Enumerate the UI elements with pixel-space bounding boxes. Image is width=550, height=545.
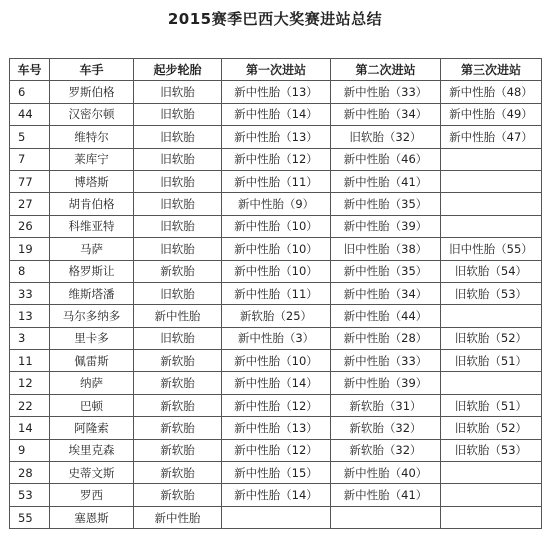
- third-stop-cell: [441, 193, 542, 215]
- second-stop-cell: 新中性胎（46）: [331, 148, 441, 170]
- first-stop-cell: 新中性胎（13）: [222, 417, 331, 439]
- driver-cell: 博塔斯: [50, 170, 134, 192]
- first-stop-cell: 新中性胎（14）: [222, 103, 331, 125]
- table-row: [10, 305, 542, 327]
- car-number-cell: 28: [10, 462, 50, 484]
- second-stop-cell: 新中性胎（39）: [331, 372, 441, 394]
- starting-tyre-cell: 旧软胎: [134, 126, 222, 148]
- car-number-cell: 6: [10, 81, 50, 103]
- first-stop-cell: 新中性胎（13）: [222, 126, 331, 148]
- table-row: [10, 417, 542, 439]
- starting-tyre-cell: 新软胎: [134, 260, 222, 282]
- second-stop-cell: 新中性胎（34）: [331, 103, 441, 125]
- car-number-cell: 53: [10, 484, 50, 506]
- starting-tyre-cell: 新软胎: [134, 462, 222, 484]
- starting-tyre-cell: 新软胎: [134, 439, 222, 461]
- starting-tyre-cell: 新软胎: [134, 372, 222, 394]
- first-stop-cell: 新软胎（25）: [222, 305, 331, 327]
- first-stop-cell: 新中性胎（9）: [222, 193, 331, 215]
- first-stop-cell: 新中性胎（10）: [222, 260, 331, 282]
- second-stop-cell: 新中性胎（41）: [331, 170, 441, 192]
- third-stop-cell: [441, 305, 542, 327]
- third-stop-cell: 旧软胎（51）: [441, 350, 542, 372]
- table-row: [10, 103, 542, 125]
- second-stop-cell: 新软胎（31）: [331, 394, 441, 416]
- header-car-number: 车号: [10, 59, 50, 81]
- driver-cell: 里卡多: [50, 327, 134, 349]
- third-stop-cell: 旧中性胎（55）: [441, 238, 542, 260]
- table-row: [10, 81, 542, 103]
- third-stop-cell: 旧软胎（53）: [441, 439, 542, 461]
- driver-cell: 科维亚特: [50, 215, 134, 237]
- second-stop-cell: 新软胎（32）: [331, 439, 441, 461]
- driver-cell: 莱库宁: [50, 148, 134, 170]
- starting-tyre-cell: 旧软胎: [134, 238, 222, 260]
- header-starting-tyre: 起步轮胎: [134, 59, 222, 81]
- third-stop-cell: 旧软胎（52）: [441, 417, 542, 439]
- first-stop-cell: 新中性胎（10）: [222, 350, 331, 372]
- driver-cell: 阿隆索: [50, 417, 134, 439]
- car-number-cell: 22: [10, 394, 50, 416]
- driver-cell: 汉密尔顿: [50, 103, 134, 125]
- driver-cell: 史蒂文斯: [50, 462, 134, 484]
- car-number-cell: 27: [10, 193, 50, 215]
- first-stop-cell: 新中性胎（12）: [222, 394, 331, 416]
- third-stop-cell: [441, 148, 542, 170]
- car-number-cell: 44: [10, 103, 50, 125]
- header-second-stop: 第二次进站: [331, 59, 441, 81]
- first-stop-cell: 新中性胎（10）: [222, 238, 331, 260]
- starting-tyre-cell: 旧软胎: [134, 282, 222, 304]
- second-stop-cell: 新中性胎（33）: [331, 350, 441, 372]
- first-stop-cell: 新中性胎（14）: [222, 372, 331, 394]
- first-stop-cell: 新中性胎（10）: [222, 215, 331, 237]
- first-stop-cell: 新中性胎（3）: [222, 327, 331, 349]
- table-row: [10, 372, 542, 394]
- first-stop-cell: 新中性胎（12）: [222, 439, 331, 461]
- driver-cell: 马萨: [50, 238, 134, 260]
- third-stop-cell: [441, 506, 542, 528]
- table-row: [10, 215, 542, 237]
- table-row: [10, 350, 542, 372]
- table-row: [10, 439, 542, 461]
- driver-cell: 纳萨: [50, 372, 134, 394]
- table-row: [10, 394, 542, 416]
- first-stop-cell: 新中性胎（15）: [222, 462, 331, 484]
- second-stop-cell: 旧软胎（32）: [331, 126, 441, 148]
- starting-tyre-cell: 旧软胎: [134, 103, 222, 125]
- table-row: [10, 170, 542, 192]
- first-stop-cell: [222, 506, 331, 528]
- second-stop-cell: 新中性胎（35）: [331, 193, 441, 215]
- starting-tyre-cell: 旧软胎: [134, 327, 222, 349]
- driver-cell: 罗斯伯格: [50, 81, 134, 103]
- car-number-cell: 12: [10, 372, 50, 394]
- starting-tyre-cell: 新软胎: [134, 394, 222, 416]
- second-stop-cell: 新中性胎（44）: [331, 305, 441, 327]
- table-row: [10, 148, 542, 170]
- third-stop-cell: [441, 170, 542, 192]
- first-stop-cell: 新中性胎（14）: [222, 484, 331, 506]
- driver-cell: 埃里克森: [50, 439, 134, 461]
- third-stop-cell: 旧软胎（54）: [441, 260, 542, 282]
- first-stop-cell: 新中性胎（11）: [222, 170, 331, 192]
- starting-tyre-cell: 新软胎: [134, 350, 222, 372]
- second-stop-cell: 新中性胎（39）: [331, 215, 441, 237]
- table-row: [10, 484, 542, 506]
- starting-tyre-cell: 旧软胎: [134, 215, 222, 237]
- starting-tyre-cell: 新中性胎: [134, 506, 222, 528]
- car-number-cell: 33: [10, 282, 50, 304]
- second-stop-cell: 新中性胎（41）: [331, 484, 441, 506]
- car-number-cell: 26: [10, 215, 50, 237]
- car-number-cell: 13: [10, 305, 50, 327]
- table-row: [10, 238, 542, 260]
- second-stop-cell: 新中性胎（40）: [331, 462, 441, 484]
- car-number-cell: 14: [10, 417, 50, 439]
- driver-cell: 巴顿: [50, 394, 134, 416]
- car-number-cell: 77: [10, 170, 50, 192]
- starting-tyre-cell: 旧软胎: [134, 81, 222, 103]
- starting-tyre-cell: 旧软胎: [134, 193, 222, 215]
- table-row: [10, 327, 542, 349]
- header-first-stop: 第一次进站: [222, 59, 331, 81]
- pit-stop-table: [9, 58, 542, 529]
- car-number-cell: 5: [10, 126, 50, 148]
- car-number-cell: 9: [10, 439, 50, 461]
- first-stop-cell: 新中性胎（13）: [222, 81, 331, 103]
- driver-cell: 罗西: [50, 484, 134, 506]
- second-stop-cell: 新中性胎（34）: [331, 282, 441, 304]
- third-stop-cell: [441, 215, 542, 237]
- second-stop-cell: 新中性胎（33）: [331, 81, 441, 103]
- second-stop-cell: [331, 506, 441, 528]
- car-number-cell: 8: [10, 260, 50, 282]
- car-number-cell: 11: [10, 350, 50, 372]
- header-third-stop: 第三次进站: [441, 59, 542, 81]
- third-stop-cell: 旧软胎（52）: [441, 327, 542, 349]
- car-number-cell: 19: [10, 238, 50, 260]
- first-stop-cell: 新中性胎（11）: [222, 282, 331, 304]
- starting-tyre-cell: 新软胎: [134, 417, 222, 439]
- page-title: 2015赛季巴西大奖赛进站总结: [167, 10, 383, 28]
- car-number-cell: 7: [10, 148, 50, 170]
- table-row: [10, 462, 542, 484]
- driver-cell: 马尔多纳多: [50, 305, 134, 327]
- table-header-row: [10, 59, 542, 81]
- table-row: [10, 193, 542, 215]
- third-stop-cell: 新中性胎（49）: [441, 103, 542, 125]
- driver-cell: 维特尔: [50, 126, 134, 148]
- third-stop-cell: [441, 462, 542, 484]
- driver-cell: 格罗斯让: [50, 260, 134, 282]
- car-number-cell: 3: [10, 327, 50, 349]
- driver-cell: 佩雷斯: [50, 350, 134, 372]
- second-stop-cell: 新中性胎（35）: [331, 260, 441, 282]
- starting-tyre-cell: 旧软胎: [134, 170, 222, 192]
- car-number-cell: 55: [10, 506, 50, 528]
- starting-tyre-cell: 新软胎: [134, 484, 222, 506]
- header-driver: 车手: [50, 59, 134, 81]
- starting-tyre-cell: 旧软胎: [134, 148, 222, 170]
- table-row: [10, 260, 542, 282]
- third-stop-cell: 旧软胎（51）: [441, 394, 542, 416]
- third-stop-cell: [441, 372, 542, 394]
- driver-cell: 塞恩斯: [50, 506, 134, 528]
- driver-cell: 胡肯伯格: [50, 193, 134, 215]
- third-stop-cell: 新中性胎（47）: [441, 126, 542, 148]
- third-stop-cell: 新中性胎（48）: [441, 81, 542, 103]
- driver-cell: 维斯塔潘: [50, 282, 134, 304]
- third-stop-cell: 旧软胎（53）: [441, 282, 542, 304]
- second-stop-cell: 旧中性胎（38）: [331, 238, 441, 260]
- second-stop-cell: 新中性胎（28）: [331, 327, 441, 349]
- second-stop-cell: 新软胎（32）: [331, 417, 441, 439]
- table-row: [10, 126, 542, 148]
- first-stop-cell: 新中性胎（12）: [222, 148, 331, 170]
- table-row: [10, 506, 542, 528]
- table-row: [10, 282, 542, 304]
- third-stop-cell: [441, 484, 542, 506]
- starting-tyre-cell: 新中性胎: [134, 305, 222, 327]
